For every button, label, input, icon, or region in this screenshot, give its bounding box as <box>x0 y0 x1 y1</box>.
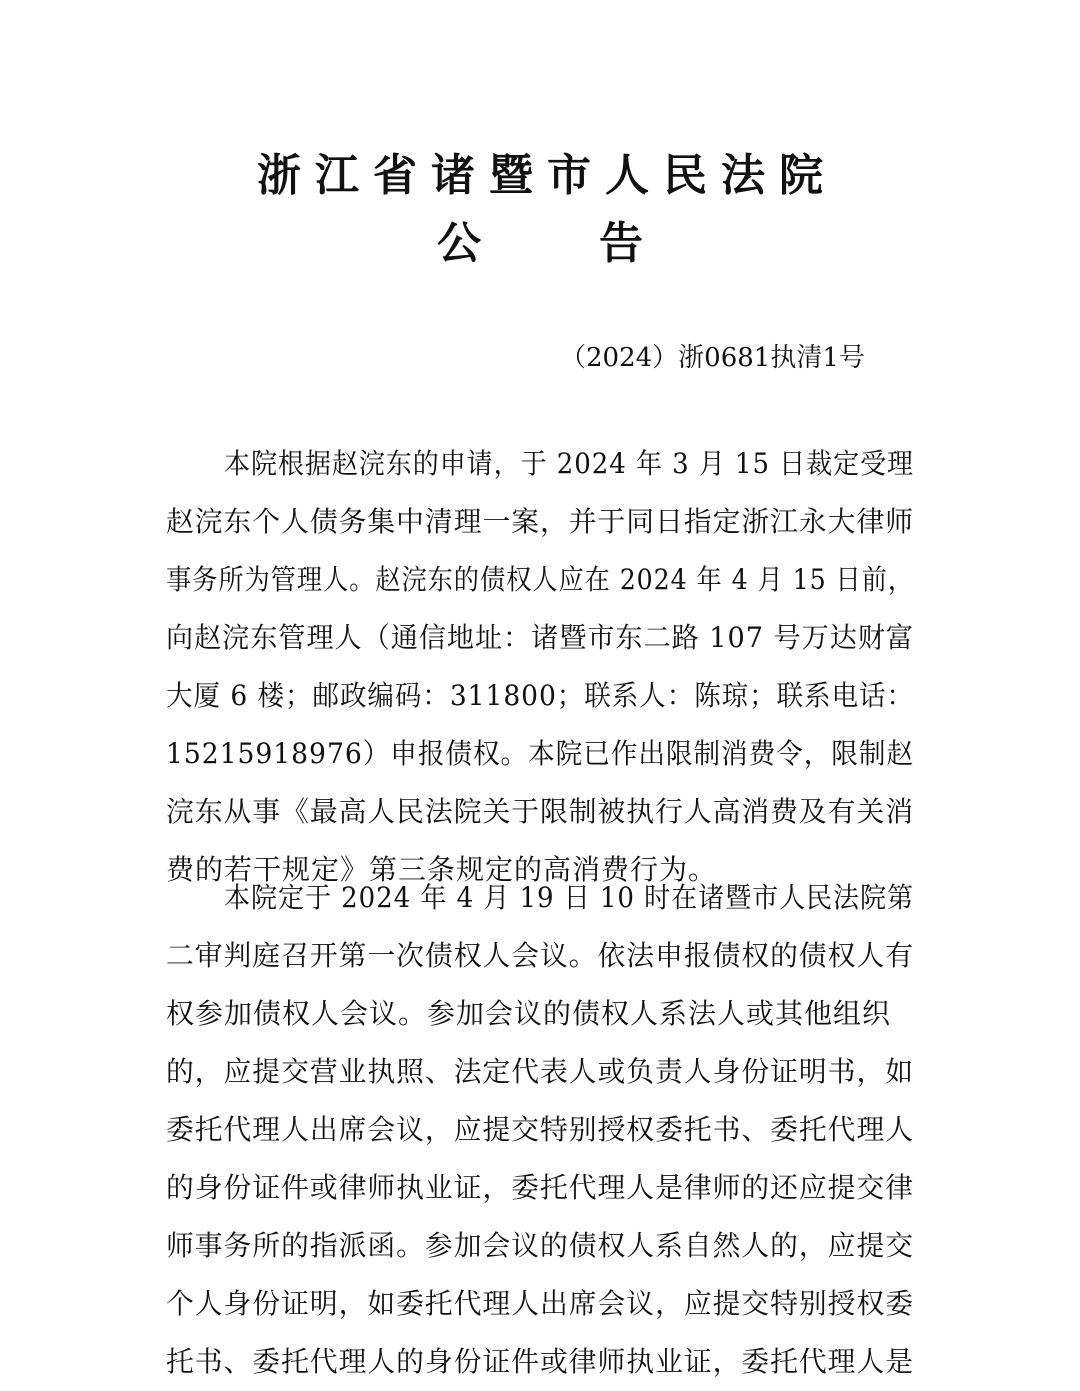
paragraph-line: 本院定于 2024 年 4 月 19 日 10 时在诸暨市人民法院第 <box>224 881 914 914</box>
paragraph-line: 委托代理人出席会议，应提交特别授权委托书、委托代理人 <box>166 1113 914 1146</box>
paragraph-line: 15215918976）申报债权。本院已作出限制消费令，限制赵 <box>166 737 914 770</box>
paragraph-line: 师事务所的指派函。参加会议的债权人系自然人的，应提交 <box>166 1229 914 1262</box>
paragraph-creditor-meeting <box>166 869 914 1391</box>
case-number: （2024）浙0681执清1号 <box>560 343 865 373</box>
paragraph-line: 大厦 6 楼；邮政编码：311800；联系人：陈琼；联系电话： <box>166 679 914 712</box>
paragraph-line: 费的若干规定》第三条规定的高消费行为。 <box>166 853 718 886</box>
paragraph-line: 的身份证件或律师执业证，委托代理人是律师的还应提交律 <box>166 1171 914 1204</box>
paragraph-line: 权参加债权人会议。参加会议的债权人系法人或其他组织 <box>166 997 892 1030</box>
paragraph-line: 事务所为管理人。赵浣东的债权人应在 2024 年 4 月 15 日前， <box>166 563 914 596</box>
court-name-heading: 浙江省诸暨市人民法院 <box>257 150 837 201</box>
paragraph-line: 向赵浣东管理人（通信地址：诸暨市东二路 107 号万达财富 <box>166 621 914 654</box>
paragraph-line: 的，应提交营业执照、法定代表人或负责人身份证明书，如 <box>166 1055 914 1088</box>
paragraph-creditor-notice <box>166 435 914 899</box>
notice-title-heading: 公告 <box>437 218 761 269</box>
paragraph-line: 个人身份证明，如委托代理人出席会议，应提交特别授权委 <box>166 1287 914 1320</box>
paragraph-line: 本院根据赵浣东的申请，于 2024 年 3 月 15 日裁定受理 <box>224 447 914 480</box>
paragraph-line: 托书、委托代理人的身份证件或律师执业证，委托代理人是 <box>166 1345 914 1378</box>
paragraph-line: 浣东从事《最高人民法院关于限制被执行人高消费及有关消 <box>166 795 914 828</box>
paragraph-line: 赵浣东个人债务集中清理一案，并于同日指定浙江永大律师 <box>166 505 914 538</box>
paragraph-line: 二审判庭召开第一次债权人会议。依法申报债权的债权人有 <box>166 939 914 972</box>
